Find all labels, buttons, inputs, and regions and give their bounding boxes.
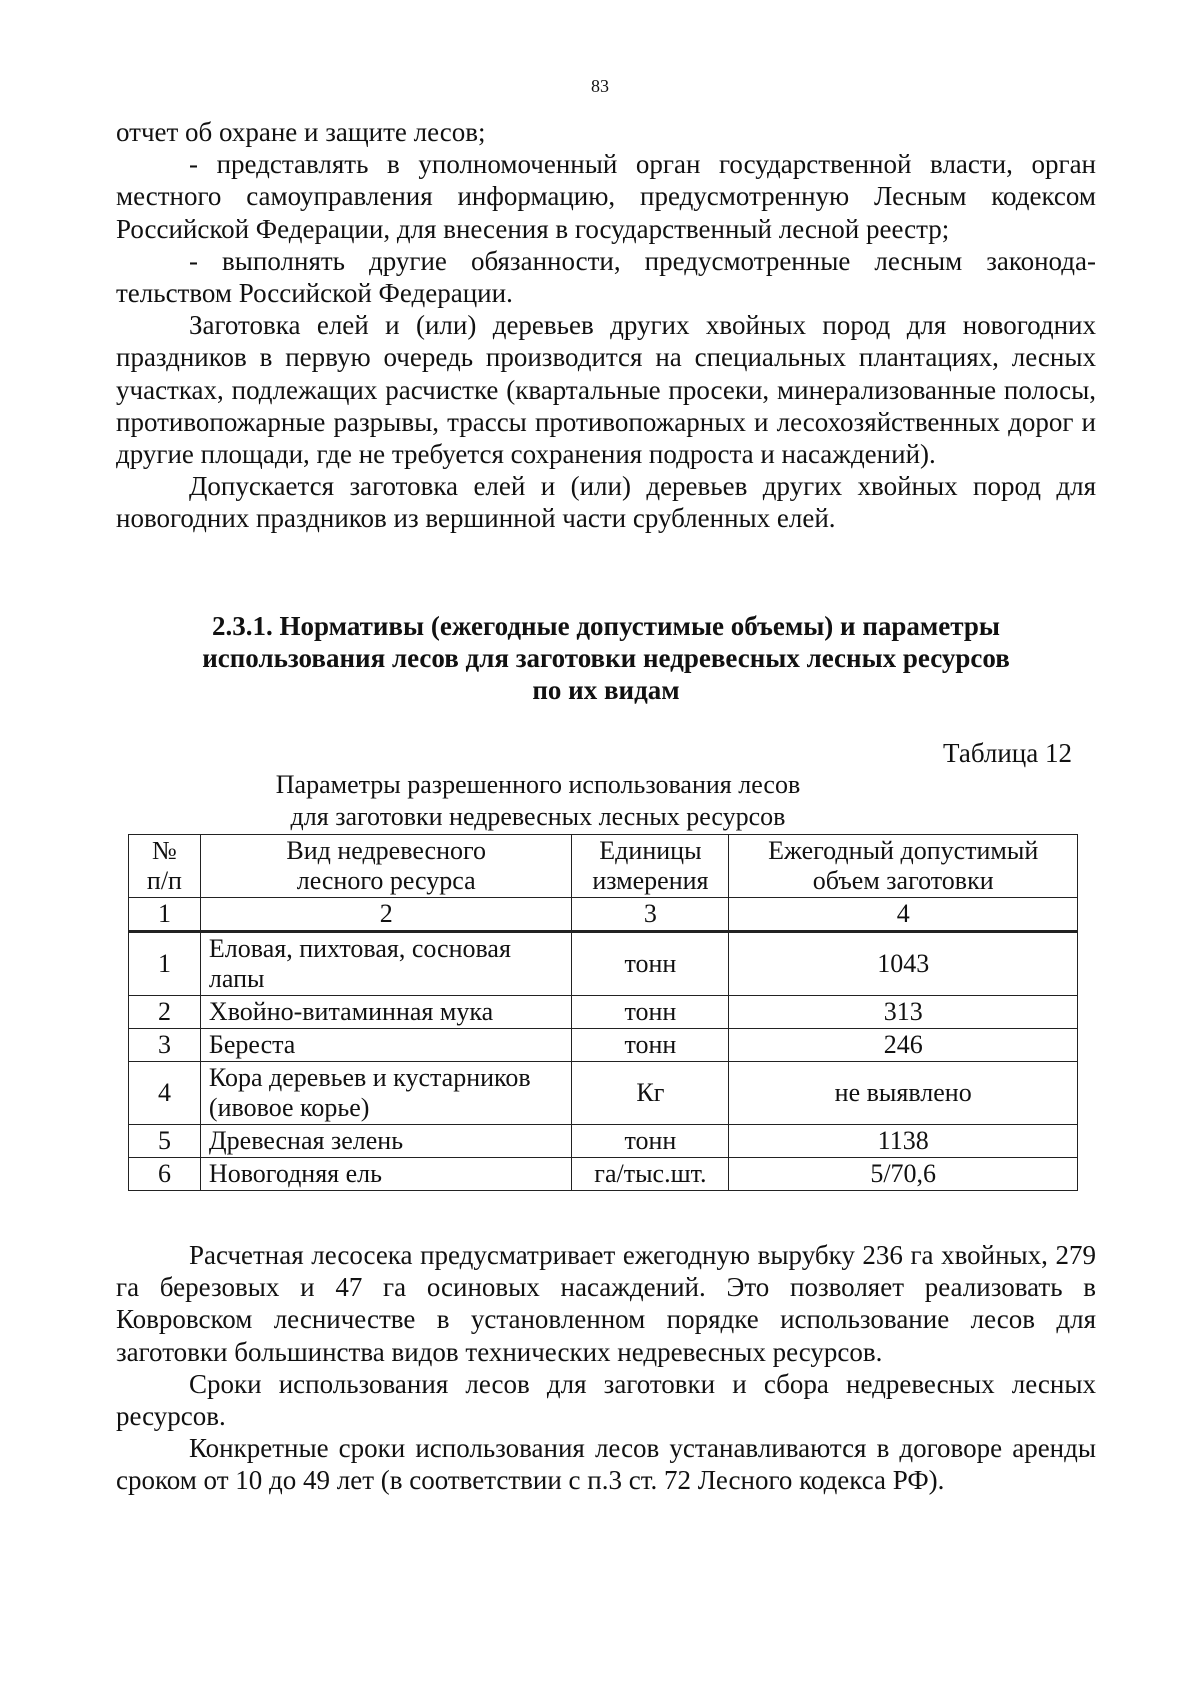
column-index: 4 (729, 898, 1078, 932)
unit: га/тыс.шт. (572, 1158, 729, 1191)
annual-volume: 1138 (729, 1125, 1078, 1158)
text-line: Ковровском лесничестве в установленном порядке использование лесов для (116, 1304, 1096, 1335)
text-line: - выполнять другие обязанности, предусмотренные лесным законода- (189, 245, 1096, 276)
resource-name: Береста (200, 1029, 572, 1062)
body-text-top (116, 116, 1096, 535)
annual-volume: 313 (729, 996, 1078, 1029)
heading-line: по их видам (532, 675, 680, 705)
header-resource: Вид недревесного лесного ресурса (200, 835, 572, 898)
table-row (129, 996, 1078, 1029)
annual-volume: 5/70,6 (729, 1158, 1078, 1191)
column-index: 1 (129, 898, 201, 932)
paragraph (116, 1432, 1096, 1496)
body-text-bottom (116, 1239, 1096, 1497)
row-number: 6 (129, 1158, 201, 1191)
paragraph (116, 309, 1096, 470)
text-line: тельством Российской Федерации. (116, 278, 513, 309)
heading-line: 2.3.1. Нормативы (ежегодные допустимые объемы) и параметры (212, 611, 1000, 641)
annual-volume: 246 (729, 1029, 1078, 1062)
row-number: 5 (129, 1125, 201, 1158)
text-line: аренды сроком от 10 до 49 лет (в соответствии с п.3 ст. 72 Лесного кодекса РФ). (116, 1433, 1097, 1496)
text-line: минерализованные полосы, противопожарные разрывы, трассы (116, 374, 1097, 437)
column-index: 3 (572, 898, 729, 932)
text-line: лесных участках, подлежащих расчистке (квартальные просеки, (116, 342, 1096, 405)
page-number: 83 (591, 76, 609, 96)
text-line: требуется сохранения подроста и насаждений). (391, 439, 936, 470)
text-line: местного самоуправления информацию, предусмотренную Лесным кодексом (116, 181, 1096, 212)
paragraph (116, 245, 1096, 309)
text-line: ресурсов. (116, 1401, 226, 1432)
paragraph (116, 470, 1096, 534)
column-index: 2 (200, 898, 572, 932)
text-line: противопожарных и лесохозяйственных дорог и другие площади, где не (116, 406, 1096, 470)
table-row (129, 1062, 1078, 1125)
text-line: Заготовка елей и (или) деревьев других хвойных пород для новогодних (189, 310, 1096, 341)
unit: тонн (572, 1029, 729, 1062)
text-line: Российской Федерации, для внесения в государственный лесной реестр; (116, 213, 950, 244)
table-header-row (129, 835, 1078, 898)
unit: тонн (572, 1125, 729, 1158)
row-number: 1 (129, 932, 201, 996)
header-number: № п/п (129, 835, 201, 898)
row-number: 3 (129, 1029, 201, 1062)
resource-name: Кора деревьев и кустарников (ивовое корье) (200, 1062, 572, 1125)
text-line: Допускается заготовка елей и (или) деревьев других хвойных пород для (189, 471, 1096, 502)
text-line: новогодних праздников из вершинной части срубленных елей. (116, 503, 836, 534)
table-row (129, 932, 1078, 996)
header-unit: Единицы измерения (572, 835, 729, 898)
paragraph (116, 1239, 1096, 1368)
table-row (129, 1029, 1078, 1062)
text-line: праздников в первую очередь производится на специальных плантациях, (116, 342, 999, 373)
heading-line: использования лесов для заготовки недревесных лесных ресурсов (202, 643, 1010, 673)
table-caption (128, 769, 948, 833)
paragraph (116, 1368, 1096, 1432)
paragraph (116, 116, 1096, 148)
resource-name: Новогодняя ель (200, 1158, 572, 1191)
unit: Кг (572, 1062, 729, 1125)
table-row (129, 1125, 1078, 1158)
resource-name: Еловая, пихтовая, сосновая лапы (200, 932, 572, 996)
text-line: заготовки большинства видов технических недревесных ресурсов. (116, 1336, 883, 1367)
text-line: Сроки использования лесов для заготовки и сбора недревесных лесных (189, 1368, 1096, 1399)
resource-name: Хвойно-витаминная мука (200, 996, 572, 1029)
unit: тонн (572, 932, 729, 996)
caption-line: Параметры разрешенного использования лесов (275, 770, 801, 799)
text-line: Расчетная лесосека предусматривает ежегодную вырубку 236 га хвойных, (189, 1240, 1048, 1270)
paragraph (116, 148, 1096, 245)
header-volume: Ежегодный допустимый объем заготовки (729, 835, 1078, 898)
text-line: 279 га березовых и 47 га осиновых насаждений. Это позволяет реализовать в (116, 1240, 1097, 1303)
caption-line: для заготовки недревесных лесных ресурсов (290, 802, 786, 831)
row-number: 4 (129, 1062, 201, 1125)
text-line: отчет об охране и защите лесов; (116, 117, 486, 147)
column-index-row (129, 898, 1078, 932)
annual-volume: 1043 (729, 932, 1078, 996)
resources-table (128, 834, 1078, 1191)
section-heading (116, 610, 1096, 706)
annual-volume: не выявлено (729, 1062, 1078, 1125)
resource-name: Древесная зелень (200, 1125, 572, 1158)
row-number: 2 (129, 996, 201, 1029)
unit: тонн (572, 996, 729, 1029)
text-line: - представлять в уполномоченный орган государственной власти, орган (189, 149, 1096, 180)
text-line: Конкретные сроки использования лесов устанавливаются в договоре (189, 1433, 1003, 1464)
table-label: Таблица 12 (943, 738, 1072, 768)
table-row (129, 1158, 1078, 1191)
